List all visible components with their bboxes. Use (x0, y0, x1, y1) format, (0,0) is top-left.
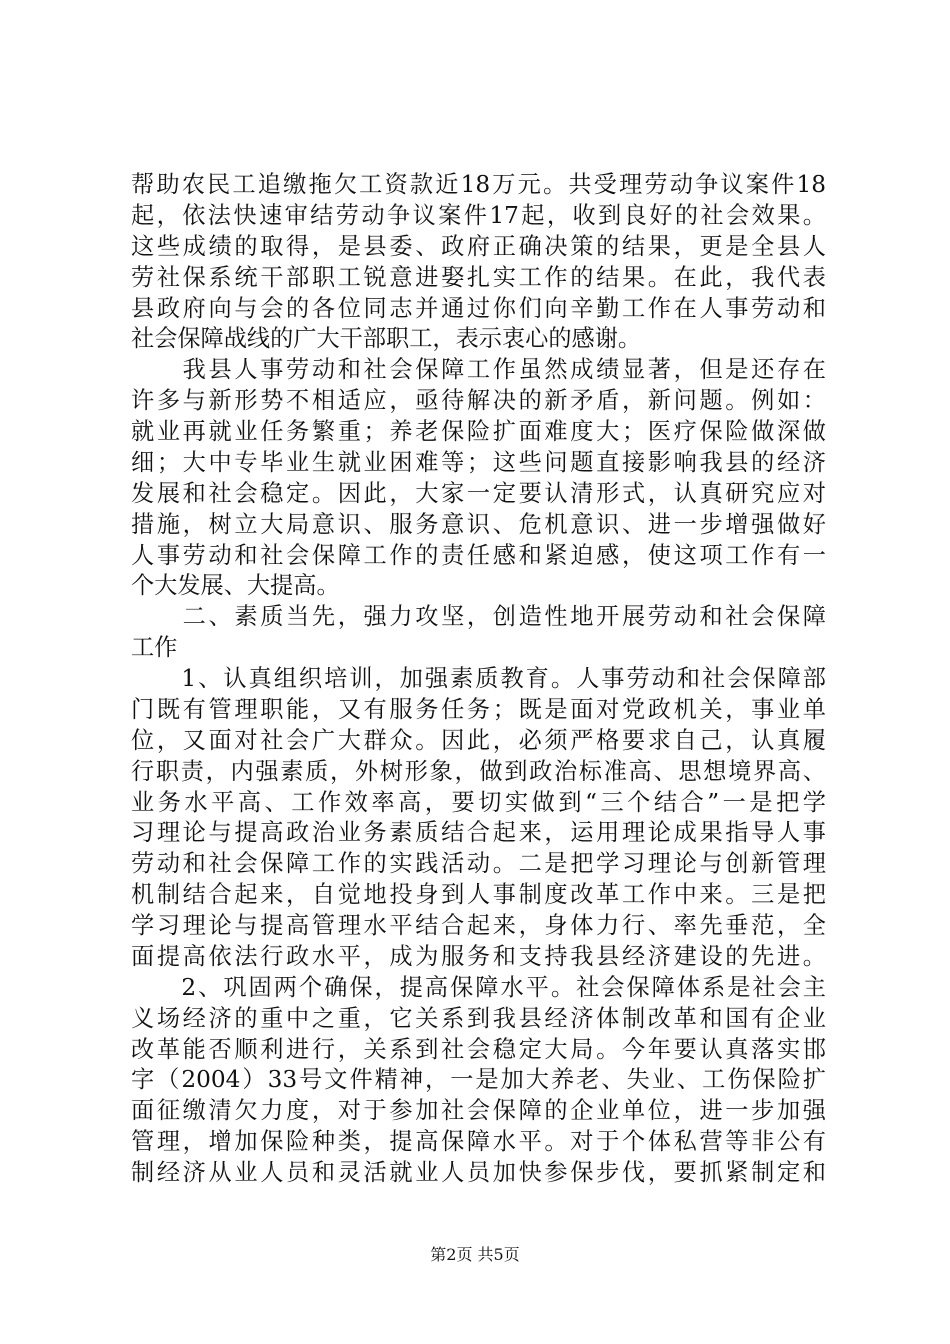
page-number-footer: 第2页 共5页 (430, 1245, 520, 1264)
text-line: 个大发展、大提高。 (131, 572, 340, 599)
text-line: 2、巩固两个确保，提高保障水平。社会保障体系是社会主 (131, 974, 826, 1001)
text-line: 面提高依法行政水平，成为服务和支持我县经济建设的先进。 (131, 943, 826, 970)
text-line: 义场经济的重中之重，它关系到我县经济体制改革和国有企业 (131, 1005, 826, 1032)
text-line: 帮助农民工追缴拖欠工资款近18万元。共受理劳动争议案件18 (131, 171, 826, 198)
text-line: 我县人事劳动和社会保障工作虽然成绩显著，但是还存在 (131, 356, 826, 383)
text-line: 劳动和社会保障工作的实践活动。二是把学习理论与创新管理 (131, 850, 826, 877)
text-line: 起，依法快速审结劳动争议案件17起，收到良好的社会效果。 (131, 202, 826, 229)
text-line: 位，又面对社会广大群众。因此，必须严格要求自己，认真履 (131, 727, 826, 754)
text-line: 机制结合起来，自觉地投身到人事制度改革工作中来。三是把 (131, 881, 826, 908)
text-line: 面征缴清欠力度，对于参加社会保障的企业单位，进一步加强 (131, 1097, 826, 1124)
text-line: 管理，增加保险种类，提高保障水平。对于个体私营等非公有 (131, 1128, 826, 1155)
text-line: 行职责，内强素质，外树形象，做到政治标准高、思想境界高、 (131, 758, 826, 785)
text-line: 字（2004）33号文件精神，一是加大养老、失业、工伤保险扩 (131, 1066, 826, 1093)
text-line: 学习理论与提高管理水平结合起来，身体力行、率先垂范，全 (131, 912, 826, 939)
text-line: 就业再就业任务繁重；养老保险扩面难度大；医疗保险做深做 (131, 418, 826, 445)
text-line: 业务水平高、工作效率高，要切实做到“三个结合”一是把学 (131, 789, 826, 816)
text-line: 措施，树立大局意识、服务意识、危机意识、进一步增强做好 (131, 511, 826, 538)
text-line: 改革能否顺利进行，关系到社会稳定大局。今年要认真落实邯 (131, 1036, 826, 1063)
text-line: 发展和社会稳定。因此，大家一定要认清形式，认真研究应对 (131, 480, 826, 507)
text-line: 社会保障战线的广大干部职工，表示衷心的感谢。 (131, 325, 642, 352)
text-line: 这些成绩的取得，是县委、政府正确决策的结果，更是全县人 (131, 233, 826, 260)
text-line: 许多与新形势不相适应，亟待解决的新矛盾，新问题。例如： (131, 387, 826, 414)
section-heading: 工作 (131, 634, 178, 661)
text-line: 1、认真组织培训，加强素质教育。人事劳动和社会保障部 (131, 665, 826, 692)
text-line: 劳社保系统干部职工锐意进娶扎实工作的结果。在此，我代表 (131, 264, 826, 291)
text-line: 习理论与提高政治业务素质结合起来，运用理论成果指导人事 (131, 819, 826, 846)
text-line: 细；大中专毕业生就业困难等；这些问题直接影响我县的经济 (131, 449, 826, 476)
text-line: 制经济从业人员和灵活就业人员加快参保步伐，要抓紧制定和 (131, 1159, 826, 1186)
text-line: 人事劳动和社会保障工作的责任感和紧迫感，使这项工作有一 (131, 542, 826, 569)
text-line: 县政府向与会的各位同志并通过你们向辛勤工作在人事劳动和 (131, 295, 826, 322)
section-heading: 二、素质当先，强力攻坚，创造性地开展劳动和社会保障 (131, 603, 826, 630)
text-line: 门既有管理职能，又有服务任务；既是面对党政机关，事业单 (131, 696, 826, 723)
